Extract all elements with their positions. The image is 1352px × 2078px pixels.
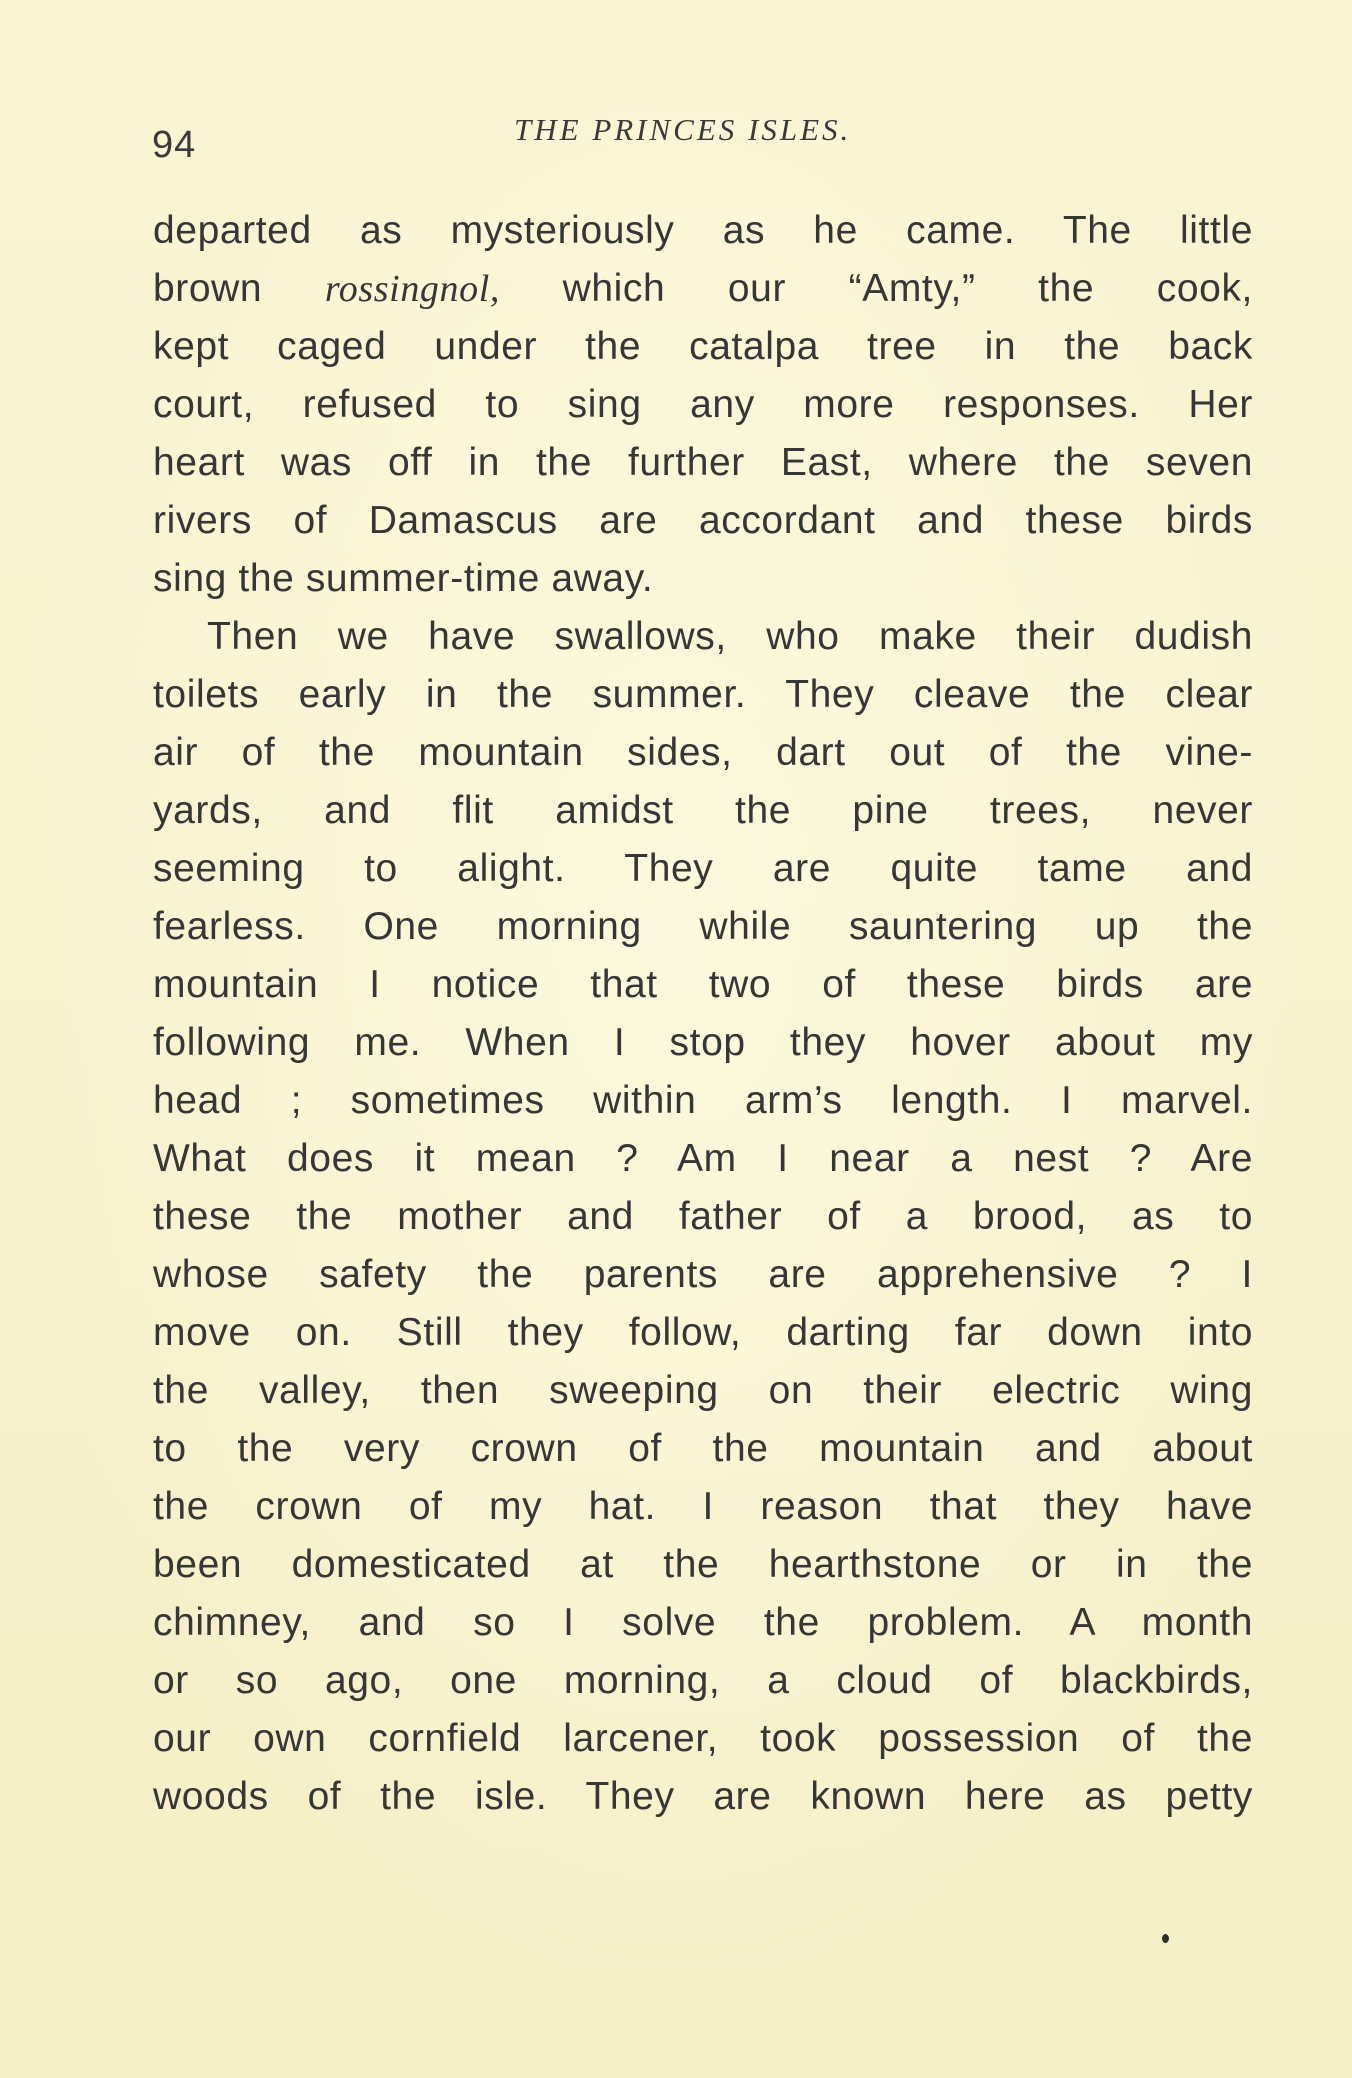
text-segment: which our “Amty,” the cook, [499, 267, 1253, 310]
text-line: court, refused to sing any more responses. Her [153, 383, 1253, 426]
page-number: 94 [152, 124, 197, 166]
text-line: chimney, and so I solve the problem. A month [153, 1601, 1253, 1644]
text-line: our own cornfield larcener, took possession of the [153, 1717, 1253, 1760]
text-line: whose safety the parents are apprehensive ? I [153, 1253, 1253, 1296]
text-line: mountain I notice that two of these birds are [153, 963, 1253, 1006]
italic-word: rossingnol, [324, 268, 500, 310]
text-line: kept caged under the catalpa tree in the back [153, 325, 1253, 368]
text-line: the crown of my hat. I reason that they have [153, 1485, 1253, 1528]
running-head: THE PRINCES ISLES. [514, 112, 852, 147]
text-line: been domesticated at the hearthstone or in the [153, 1543, 1253, 1586]
body-text [153, 202, 1253, 1826]
text-line: air of the mountain sides, dart out of the vine- [153, 731, 1253, 774]
text-line: departed as mysteriously as he came. The little [153, 209, 1253, 252]
text-line: the valley, then sweeping on their electric wing [153, 1369, 1253, 1412]
text-line: or so ago, one morning, a cloud of blackbirds, [153, 1659, 1253, 1702]
ink-speck [1162, 1934, 1169, 1943]
text-line: these the mother and father of a brood, as to [153, 1195, 1253, 1238]
text-line: move on. Still they follow, darting far down into [153, 1311, 1253, 1354]
text-line: Then we have swallows, who make their dudish [207, 615, 1253, 658]
text-line: What does it mean ? Am I near a nest ? Are [153, 1137, 1253, 1180]
text-line: seeming to alight. They are quite tame and [153, 847, 1253, 890]
text-line: following me. When I stop they hover about my [153, 1021, 1253, 1064]
text-line: yards, and flit amidst the pine trees, never [153, 789, 1253, 832]
text-line: heart was off in the further East, where the seven [153, 441, 1253, 484]
text-line: head ; sometimes within arm’s length. I marvel. [153, 1079, 1253, 1122]
text-line [153, 260, 1253, 318]
text-line: toilets early in the summer. They cleave the clear [153, 673, 1253, 716]
text-line: sing the summer-time away. [153, 557, 654, 600]
page-header [152, 106, 1252, 166]
text-segment: brown [153, 267, 325, 310]
text-line: woods of the isle. They are known here as petty [153, 1775, 1253, 1818]
text-line: fearless. One morning while sauntering up the [153, 905, 1253, 948]
text-line: rivers of Damascus are accordant and these birds [153, 499, 1253, 542]
text-line: to the very crown of the mountain and about [153, 1427, 1253, 1470]
